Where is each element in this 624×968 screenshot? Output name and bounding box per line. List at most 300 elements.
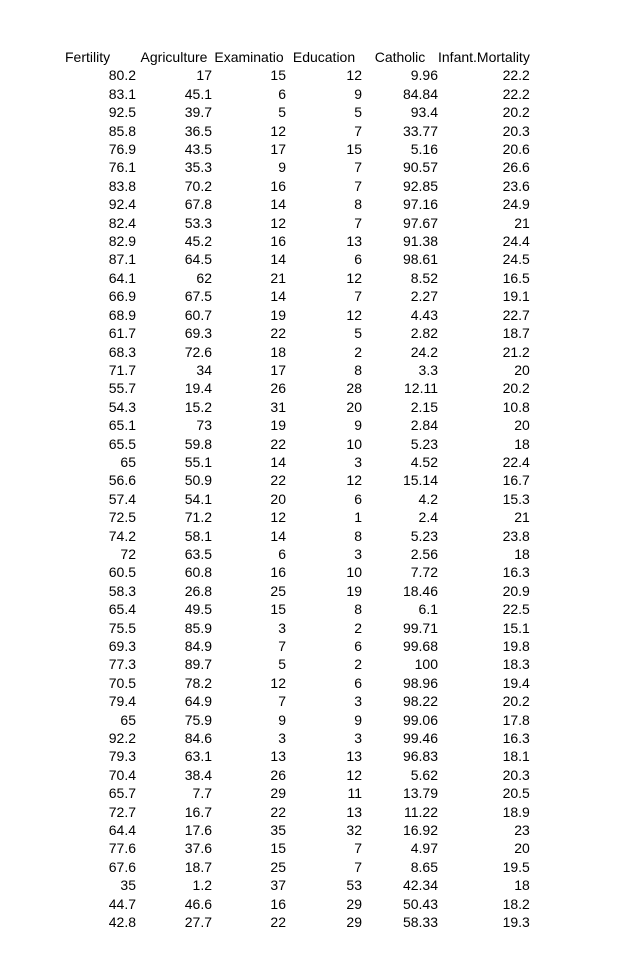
cell-catholic[interactable]: 4.2 [418,490,438,507]
cell-agriculture[interactable]: 62 [196,269,212,286]
cell-examination[interactable]: 13 [270,748,286,765]
cell-infant-mortality[interactable]: 23.8 [502,527,530,544]
cell-agriculture[interactable]: 18.7 [184,858,212,875]
cell-fertility[interactable]: 70.4 [108,766,136,783]
cell-infant-mortality[interactable]: 18.7 [502,325,530,342]
cell-agriculture[interactable]: 46.6 [184,895,212,912]
cell-agriculture[interactable]: 17.6 [184,822,212,839]
cell-agriculture[interactable]: 89.7 [184,656,212,673]
cell-examination[interactable]: 6 [278,545,286,562]
cell-catholic[interactable]: 97.67 [402,214,438,231]
cell-examination[interactable]: 22 [270,325,286,342]
cell-agriculture[interactable]: 37.6 [184,840,212,857]
cell-examination[interactable]: 16 [270,895,286,912]
cell-fertility[interactable]: 79.4 [108,693,136,710]
cell-education[interactable]: 9 [354,85,362,102]
cell-examination[interactable]: 22 [270,914,286,931]
cell-fertility[interactable]: 64.1 [108,269,136,286]
cell-catholic[interactable]: 8.52 [410,269,438,286]
header-education[interactable]: Education [292,49,356,65]
cell-examination[interactable]: 17 [270,361,286,378]
cell-agriculture[interactable]: 35.3 [184,159,212,176]
cell-agriculture[interactable]: 63.1 [184,748,212,765]
cell-examination[interactable]: 18 [270,343,286,360]
cell-fertility[interactable]: 61.7 [108,325,136,342]
cell-examination[interactable]: 7 [278,693,286,710]
cell-fertility[interactable]: 65.1 [108,417,136,434]
cell-catholic[interactable]: 7.72 [410,564,438,581]
cell-education[interactable]: 6 [354,638,362,654]
cell-agriculture[interactable]: 60.8 [184,564,212,581]
cell-education[interactable]: 53 [346,877,362,894]
cell-infant-mortality[interactable]: 20.2 [502,693,530,710]
cell-examination[interactable]: 12 [270,214,286,231]
cell-infant-mortality[interactable]: 22.2 [502,67,530,84]
cell-infant-mortality[interactable]: 20.3 [502,766,530,783]
cell-education[interactable]: 3 [354,730,362,747]
cell-fertility[interactable]: 35 [120,877,136,894]
cell-infant-mortality[interactable]: 18.9 [502,803,530,820]
cell-catholic[interactable]: 2.27 [410,288,438,305]
header-row [0,48,530,66]
cell-fertility[interactable]: 85.8 [108,122,136,139]
cell-catholic[interactable]: 99.68 [402,638,438,654]
cell-fertility[interactable]: 42.8 [108,914,136,931]
cell-infant-mortality[interactable]: 19.8 [502,638,530,654]
cell-agriculture[interactable]: 59.8 [184,435,212,452]
cell-fertility[interactable]: 57.4 [108,490,136,507]
cell-fertility[interactable]: 76.9 [108,141,136,158]
cell-agriculture[interactable]: 34 [196,361,212,378]
cell-examination[interactable]: 37 [270,877,286,894]
cell-education[interactable]: 13 [346,233,362,250]
cell-fertility[interactable]: 76.1 [108,159,136,176]
cell-infant-mortality[interactable]: 26.6 [502,159,530,176]
cell-catholic[interactable]: 5.62 [410,766,438,783]
cell-agriculture[interactable]: 67.5 [184,288,212,305]
cell-infant-mortality[interactable]: 19.1 [502,288,530,305]
cell-agriculture[interactable]: 84.6 [184,730,212,747]
cell-examination[interactable]: 12 [270,122,286,139]
cell-agriculture[interactable]: 64.9 [184,693,212,710]
cell-examination[interactable]: 5 [278,656,286,673]
cell-education[interactable]: 8 [354,361,362,378]
cell-catholic[interactable]: 2.15 [410,398,438,415]
cell-examination[interactable]: 14 [270,453,286,470]
cell-agriculture[interactable]: 64.5 [184,251,212,268]
cell-agriculture[interactable]: 45.1 [184,85,212,102]
cell-catholic[interactable]: 97.16 [402,196,438,213]
cell-agriculture[interactable]: 49.5 [184,601,212,618]
cell-examination[interactable]: 9 [278,711,286,728]
cell-agriculture[interactable]: 60.7 [184,306,212,323]
cell-fertility[interactable]: 69.3 [108,638,136,654]
cell-infant-mortality[interactable]: 20.5 [502,785,530,802]
cell-agriculture[interactable]: 38.4 [184,766,212,783]
cell-infant-mortality[interactable]: 21 [514,509,530,526]
cell-agriculture[interactable]: 85.9 [184,619,212,636]
cell-fertility[interactable]: 65.5 [108,435,136,452]
cell-catholic[interactable]: 58.33 [402,914,438,931]
cell-agriculture[interactable]: 78.2 [184,674,212,691]
cell-agriculture[interactable]: 69.3 [184,325,212,342]
cell-agriculture[interactable]: 17 [196,67,212,84]
cell-infant-mortality[interactable]: 18.3 [502,656,530,673]
cell-infant-mortality[interactable]: 23 [514,822,530,839]
cell-catholic[interactable]: 99.71 [402,619,438,636]
cell-fertility[interactable]: 72.7 [108,803,136,820]
cell-education[interactable]: 12 [346,472,362,489]
cell-education[interactable]: 12 [346,67,362,84]
cell-infant-mortality[interactable]: 22.2 [502,85,530,102]
cell-education[interactable]: 10 [346,435,362,452]
cell-fertility[interactable]: 87.1 [108,251,136,268]
cell-examination[interactable]: 21 [270,269,286,286]
cell-fertility[interactable]: 75.5 [108,619,136,636]
table-row [0,85,530,103]
cell-fertility[interactable]: 92.5 [108,104,136,121]
cell-infant-mortality[interactable]: 16.3 [502,730,530,747]
cell-catholic[interactable]: 91.38 [402,233,438,250]
cell-education[interactable]: 12 [346,766,362,783]
cell-education[interactable]: 12 [346,306,362,323]
cell-catholic[interactable]: 33.77 [402,122,438,139]
cell-agriculture[interactable]: 7.7 [192,785,212,802]
cell-fertility[interactable]: 72 [120,545,136,562]
table-row [0,766,530,784]
cell-infant-mortality[interactable]: 18.2 [502,895,530,912]
cell-examination[interactable]: 14 [270,251,286,268]
cell-examination[interactable]: 17 [270,141,286,158]
cell-examination[interactable]: 16 [270,564,286,581]
cell-examination[interactable]: 25 [270,582,286,599]
cell-catholic[interactable]: 11.22 [404,803,438,820]
cell-catholic[interactable]: 5.23 [410,527,438,544]
cell-fertility[interactable]: 77.3 [108,656,136,673]
cell-infant-mortality[interactable]: 20 [514,840,530,857]
cell-agriculture[interactable]: 26.8 [184,582,212,599]
cell-education[interactable]: 6 [354,490,362,507]
cell-examination[interactable]: 22 [270,803,286,820]
cell-fertility[interactable]: 79.3 [108,748,136,765]
cell-catholic[interactable]: 16.92 [402,822,438,839]
cell-infant-mortality[interactable]: 21 [514,214,530,231]
cell-catholic[interactable]: 3.3 [418,361,438,378]
cell-infant-mortality[interactable]: 23.6 [502,177,530,194]
cell-infant-mortality[interactable]: 24.9 [502,196,530,213]
cell-fertility[interactable]: 55.7 [108,380,136,397]
cell-infant-mortality[interactable]: 15.3 [502,490,530,507]
cell-education[interactable]: 7 [354,214,362,231]
table-row [0,913,530,931]
cell-infant-mortality[interactable]: 10.8 [502,398,530,415]
cell-education[interactable]: 28 [346,380,362,397]
cell-infant-mortality[interactable]: 24.5 [502,251,530,268]
cell-catholic[interactable]: 15.14 [402,472,438,489]
cell-agriculture[interactable]: 15.2 [184,398,212,415]
cell-examination[interactable]: 12 [270,674,286,691]
cell-catholic[interactable]: 2.82 [410,325,438,342]
cell-catholic[interactable]: 50.43 [402,895,438,912]
cell-fertility[interactable]: 72.5 [108,509,136,526]
cell-education[interactable]: 7 [354,288,362,305]
cell-education[interactable]: 9 [354,711,362,728]
cell-examination[interactable]: 14 [270,527,286,544]
cell-catholic[interactable]: 4.52 [410,453,438,470]
cell-fertility[interactable]: 44.7 [108,895,136,912]
cell-infant-mortality[interactable]: 19.5 [502,858,530,875]
cell-education[interactable]: 7 [354,840,362,857]
cell-infant-mortality[interactable]: 18 [514,435,530,452]
cell-examination[interactable]: 29 [270,785,286,802]
header-catholic[interactable]: Catholic [374,49,426,65]
cell-agriculture[interactable]: 50.9 [184,472,212,489]
cell-examination[interactable]: 15 [270,840,286,857]
cell-catholic[interactable]: 5.23 [410,435,438,452]
cell-examination[interactable]: 16 [270,233,286,250]
cell-infant-mortality[interactable]: 18.1 [502,748,530,765]
cell-fertility[interactable]: 68.9 [108,306,136,323]
cell-education[interactable]: 1 [354,509,362,526]
spreadsheet [0,48,530,932]
cell-infant-mortality[interactable]: 15.1 [502,619,530,636]
cell-fertility[interactable]: 67.6 [108,858,136,875]
cell-examination[interactable]: 15 [270,67,286,84]
cell-agriculture[interactable]: 75.9 [184,711,212,728]
cell-examination[interactable]: 22 [270,472,286,489]
cell-education[interactable]: 32 [346,822,362,839]
cell-catholic[interactable]: 90.57 [402,159,438,176]
table-row [0,416,530,434]
cell-agriculture[interactable]: 72.6 [184,343,212,360]
table-row [0,177,530,195]
cell-examination[interactable]: 22 [270,435,286,452]
cell-education[interactable]: 29 [346,914,362,931]
cell-examination[interactable]: 16 [270,177,286,194]
cell-education[interactable]: 7 [354,177,362,194]
cell-education[interactable]: 3 [354,693,362,710]
table-row [0,66,530,84]
cell-infant-mortality[interactable]: 22.7 [502,306,530,323]
cell-agriculture[interactable]: 36.5 [184,122,212,139]
cell-infant-mortality[interactable]: 19.3 [502,914,530,931]
cell-education[interactable]: 8 [354,601,362,618]
cell-fertility[interactable]: 65.4 [108,601,136,618]
cell-infant-mortality[interactable]: 18 [514,877,530,894]
cell-infant-mortality[interactable]: 22.4 [502,453,530,470]
cell-fertility[interactable]: 65 [120,711,136,728]
cell-catholic[interactable]: 84.84 [402,85,438,102]
cell-infant-mortality[interactable]: 20.6 [502,141,530,158]
cell-fertility[interactable]: 58.3 [108,582,136,599]
cell-fertility[interactable]: 54.3 [108,398,136,415]
table-row [0,269,530,287]
cell-infant-mortality[interactable]: 16.7 [502,472,530,489]
cell-catholic[interactable]: 99.46 [402,730,438,747]
cell-examination[interactable]: 14 [270,288,286,305]
cell-infant-mortality[interactable]: 18 [514,545,530,562]
cell-infant-mortality[interactable]: 20.3 [502,122,530,139]
cell-examination[interactable]: 9 [278,159,286,176]
cell-catholic[interactable]: 4.43 [410,306,438,323]
cell-education[interactable]: 19 [346,582,362,599]
cell-education[interactable]: 3 [354,453,362,470]
cell-infant-mortality[interactable]: 21.2 [502,343,530,360]
cell-examination[interactable]: 15 [270,601,286,618]
cell-examination[interactable]: 14 [270,196,286,213]
cell-examination[interactable]: 20 [270,490,286,507]
cell-education[interactable]: 2 [354,619,362,636]
cell-catholic[interactable]: 100 [414,656,438,673]
cell-catholic[interactable]: 24.2 [410,343,438,360]
cell-agriculture[interactable]: 43.5 [184,141,212,158]
header-examination[interactable]: Examinatio [214,49,284,65]
cell-catholic[interactable]: 92.85 [402,177,438,194]
cell-examination[interactable]: 6 [278,85,286,102]
cell-catholic[interactable]: 13.79 [402,785,438,802]
header-infant-mortality[interactable]: Infant.Mortality [438,49,530,65]
cell-education[interactable]: 11 [347,785,362,802]
table-row [0,214,530,232]
cell-fertility[interactable]: 71.7 [108,361,136,378]
cell-agriculture[interactable]: 39.7 [184,104,212,121]
cell-infant-mortality[interactable]: 22.5 [502,601,530,618]
cell-fertility[interactable]: 65 [120,453,136,470]
cell-catholic[interactable]: 99.06 [402,711,438,728]
cell-education[interactable]: 15 [346,141,362,158]
cell-infant-mortality[interactable]: 20.9 [502,582,530,599]
cell-agriculture[interactable]: 55.1 [184,453,212,470]
cell-catholic[interactable]: 2.4 [418,509,438,526]
cell-agriculture[interactable]: 54.1 [184,490,212,507]
cell-examination[interactable]: 3 [278,730,286,747]
cell-examination[interactable]: 7 [278,638,286,654]
cell-infant-mortality[interactable]: 20.2 [502,380,530,397]
table-row [0,711,530,729]
cell-catholic[interactable]: 5.16 [410,141,438,158]
cell-infant-mortality[interactable]: 24.4 [502,233,530,250]
cell-education[interactable]: 29 [346,895,362,912]
cell-education[interactable]: 2 [354,343,362,360]
cell-education[interactable]: 8 [354,196,362,213]
cell-fertility[interactable]: 68.3 [108,343,136,360]
cell-agriculture[interactable]: 1.2 [192,877,212,894]
cell-education[interactable]: 13 [346,803,362,820]
cell-catholic[interactable]: 93.4 [410,104,438,121]
cell-infant-mortality[interactable]: 20 [514,417,530,434]
table-row [0,306,530,324]
cell-fertility[interactable]: 82.9 [108,233,136,250]
cell-fertility[interactable]: 64.4 [108,822,136,839]
cell-infant-mortality[interactable]: 20.2 [502,104,530,121]
cell-fertility[interactable]: 65.7 [108,785,136,802]
cell-education[interactable]: 10 [346,564,362,581]
cell-agriculture[interactable]: 45.2 [184,233,212,250]
cell-examination[interactable]: 12 [270,509,286,526]
header-agriculture[interactable]: Agriculture [140,49,208,65]
cell-education[interactable]: 6 [354,674,362,691]
cell-education[interactable]: 20 [346,398,362,415]
cell-education[interactable]: 3 [354,545,362,562]
cell-catholic[interactable]: 2.56 [410,545,438,562]
cell-examination[interactable]: 26 [270,766,286,783]
cell-agriculture[interactable]: 71.2 [184,509,212,526]
cell-education[interactable]: 5 [354,325,362,342]
cell-agriculture[interactable]: 84.9 [184,638,212,654]
cell-fertility[interactable]: 74.2 [108,527,136,544]
cell-agriculture[interactable]: 70.2 [184,177,212,194]
cell-fertility[interactable]: 83.1 [108,85,136,102]
cell-education[interactable]: 6 [354,251,362,268]
cell-fertility[interactable]: 92.2 [108,730,136,747]
cell-examination[interactable]: 25 [270,858,286,875]
cell-education[interactable]: 12 [346,269,362,286]
cell-agriculture[interactable]: 73 [196,417,212,434]
cell-catholic[interactable]: 98.22 [402,693,438,710]
cell-catholic[interactable]: 8.65 [410,858,438,875]
cell-education[interactable]: 5 [354,104,362,121]
cell-examination[interactable]: 19 [270,306,286,323]
cell-catholic[interactable]: 2.84 [410,417,438,434]
cell-examination[interactable]: 26 [270,380,286,397]
cell-agriculture[interactable]: 19.4 [184,380,212,397]
cell-catholic[interactable]: 98.61 [402,251,438,268]
cell-catholic[interactable]: 9.96 [410,67,438,84]
cell-examination[interactable]: 31 [270,398,286,415]
cell-education[interactable]: 13 [346,748,362,765]
cell-education[interactable]: 7 [354,858,362,875]
cell-infant-mortality[interactable]: 19.4 [502,674,530,691]
cell-fertility[interactable]: 80.2 [108,67,136,84]
cell-education[interactable]: 7 [354,122,362,139]
cell-agriculture[interactable]: 53.3 [184,214,212,231]
cell-fertility[interactable]: 70.5 [108,674,136,691]
cell-fertility[interactable]: 56.6 [108,472,136,489]
cell-catholic[interactable]: 12.11 [404,380,438,397]
cell-examination[interactable]: 5 [278,104,286,121]
cell-examination[interactable]: 35 [270,822,286,839]
cell-fertility[interactable]: 77.6 [108,840,136,857]
cell-infant-mortality[interactable]: 16.5 [502,269,530,286]
cell-education[interactable]: 2 [354,656,362,673]
cell-fertility[interactable]: 66.9 [108,288,136,305]
cell-fertility[interactable]: 82.4 [108,214,136,231]
cell-education[interactable]: 9 [354,417,362,434]
cell-education[interactable]: 7 [354,159,362,176]
cell-agriculture[interactable]: 67.8 [184,196,212,213]
cell-catholic[interactable]: 18.46 [402,582,438,599]
cell-infant-mortality[interactable]: 16.3 [502,564,530,581]
cell-catholic[interactable]: 98.96 [402,674,438,691]
cell-fertility[interactable]: 83.8 [108,177,136,194]
cell-agriculture[interactable]: 58.1 [184,527,212,544]
cell-examination[interactable]: 3 [278,619,286,636]
cell-fertility[interactable]: 92.4 [108,196,136,213]
cell-catholic[interactable]: 42.34 [402,877,438,894]
cell-catholic[interactable]: 4.97 [410,840,438,857]
cell-agriculture[interactable]: 16.7 [184,803,212,820]
cell-fertility[interactable]: 60.5 [108,564,136,581]
cell-catholic[interactable]: 6.1 [418,601,438,618]
cell-catholic[interactable]: 96.83 [402,748,438,765]
cell-education[interactable]: 8 [354,527,362,544]
cell-infant-mortality[interactable]: 17.8 [502,711,530,728]
cell-agriculture[interactable]: 63.5 [184,545,212,562]
cell-infant-mortality[interactable]: 20 [514,361,530,378]
cell-examination[interactable]: 19 [270,417,286,434]
cell-agriculture[interactable]: 27.7 [184,914,212,931]
header-fertility[interactable]: Fertility [65,49,111,65]
